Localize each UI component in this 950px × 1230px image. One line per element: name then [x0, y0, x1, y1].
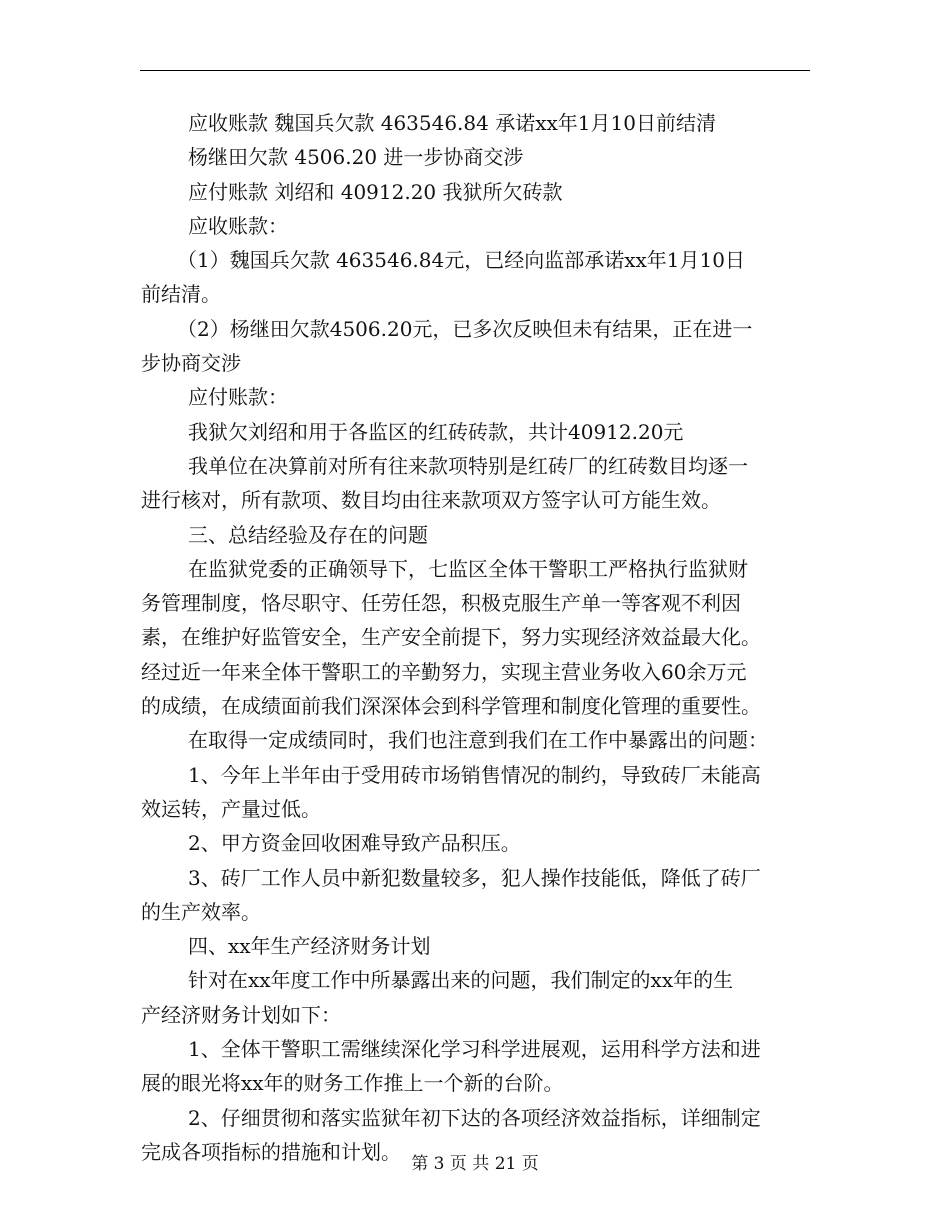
text-line: 在监狱党委的正确领导下，七监区全体干警职工严格执行监狱财: [188, 556, 748, 581]
section-heading: 三、总结经验及存在的问题: [188, 522, 428, 547]
text-line: 1、今年上半年由于受用砖市场销售情况的制约，导致砖厂未能高: [188, 762, 761, 787]
text-line: 应付账款 刘绍和 40912.20 我狱所欠砖款: [188, 179, 563, 204]
text-line: 完成各项指标的措施和计划。: [141, 1139, 401, 1164]
text-line: 我狱欠刘绍和用于各监区的红砖砖款，共计40912.20元: [188, 419, 684, 444]
text-line: 进行核对，所有款项、数目均由往来款项双方签字认可方能生效。: [141, 488, 721, 513]
text-line: 步协商交涉: [141, 351, 241, 376]
text-line: 应收账款 魏国兵欠款 463546.84 承诺xx年1月10日前结清: [188, 111, 716, 135]
text-line: 的生产效率。: [141, 899, 261, 924]
text-line: 的成绩，在成绩面前我们深深体会到科学管理和制度化管理的重要性。: [141, 694, 761, 719]
text-line: 2、仔细贯彻和落实监狱年初下达的各项经济效益指标，详细制定: [188, 1105, 761, 1130]
text-line: 前结清。: [141, 282, 221, 307]
text-line: 应付账款：: [188, 385, 288, 410]
text-line: 2、甲方资金回收困难导致产品积压。: [188, 831, 521, 856]
text-line: 展的眼光将xx年的财务工作推上一个新的台阶。: [141, 1071, 564, 1096]
text-line: 我单位在决算前对所有往来款项特别是红砖厂的红砖数目均逐一: [188, 453, 748, 478]
text-line: （2）杨继田欠款4506.20元，已多次反映但未有结果，正在进一: [177, 316, 753, 341]
text-line: 杨继田欠款 4506.20 进一步协商交涉: [188, 145, 524, 170]
text-line: 应收账款：: [188, 213, 288, 238]
header-rule: [140, 70, 810, 71]
section-heading: 四、xx年生产经济财务计划: [188, 934, 431, 959]
text-line: 务管理制度，恪尽职守、任劳任怨，积极克服生产单一等客观不利因: [141, 591, 741, 616]
text-line: （1）魏国兵欠款 463546.84元，已经向监部承诺xx年1月10日: [177, 248, 745, 273]
page-number: 第 3 页 共 21 页: [411, 1154, 539, 1174]
text-line: 素，在维护好监管安全，生产安全前提下，努力实现经济效益最大化。: [141, 625, 761, 650]
text-line: 针对在xx年度工作中所暴露出来的问题，我们制定的xx年的生: [188, 968, 734, 993]
text-line: 效运转，产量过低。: [141, 796, 321, 821]
document-body: [141, 106, 809, 1169]
text-line: 经过近一年来全体干警职工的辛勤努力，实现主营业务收入60余万元: [141, 659, 747, 684]
text-line: 1、全体干警职工需继续深化学习科学进展观，运用科学方法和进: [188, 1037, 761, 1062]
text-line: 在取得一定成绩同时，我们也注意到我们在工作中暴露出的问题：: [188, 728, 768, 753]
text-line: 产经济财务计划如下：: [141, 1002, 341, 1027]
text-line: 3、砖厂工作人员中新犯数量较多，犯人操作技能低，降低了砖厂: [188, 865, 761, 890]
